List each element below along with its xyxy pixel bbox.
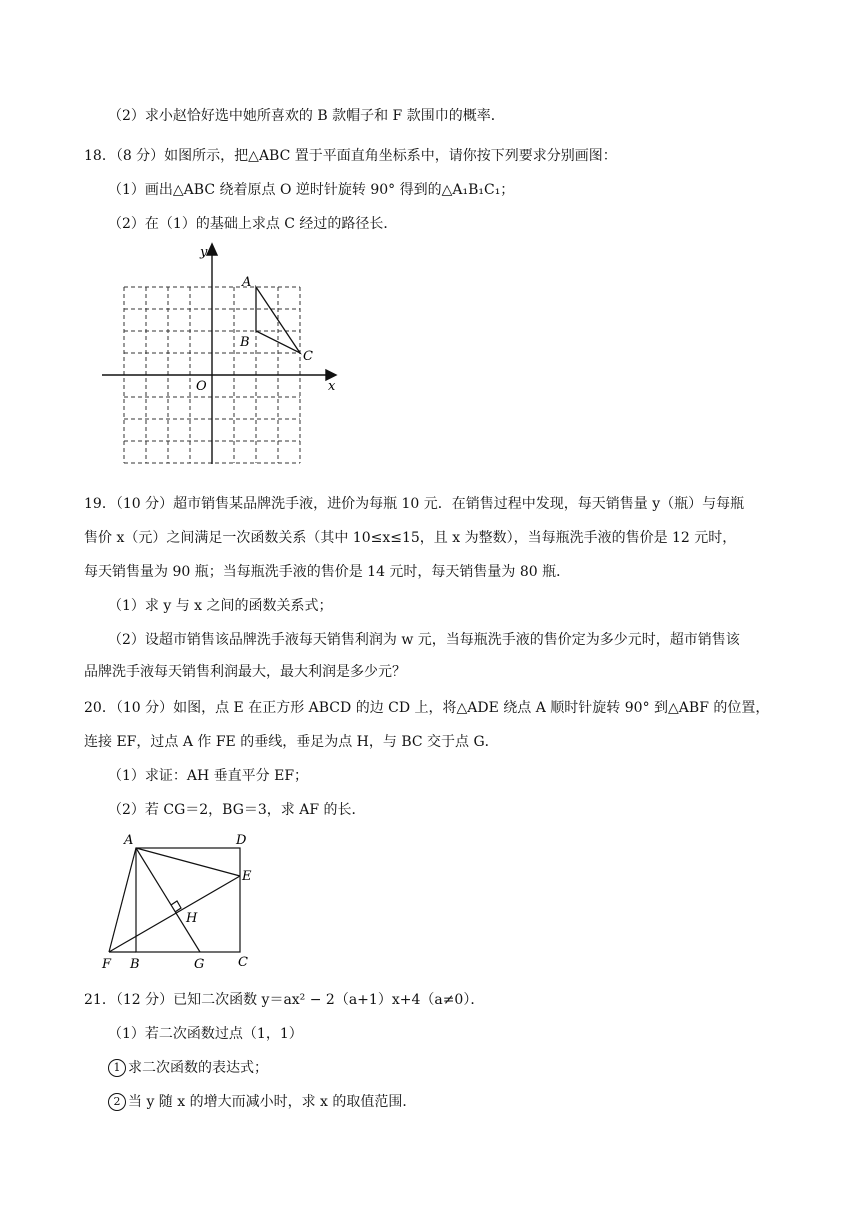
q17-part2: （2）求小赵恰好选中她所喜欢的 B 款帽子和 F 款围巾的概率． [108,108,505,124]
q21-stem: 21．（12 分）已知二次函数 y＝ax² − 2（a+1）x+4（a≠0）． [84,992,485,1008]
point-a-label: A [242,275,252,290]
point-c-label: C [303,349,313,364]
q19-part1: （1）求 y 与 x 之间的函数关系式； [108,598,333,614]
label-d: D [236,833,247,848]
y-axis-arrow [207,244,217,255]
q18-part1: （1）画出△ABC 绕着原点 O 逆时针旋转 90° 得到的△A₁B₁C₁； [108,182,515,198]
label-f: F [102,957,112,972]
q20-part2: （2）若 CG＝2，BG＝3，求 AF 的长． [108,802,366,818]
q21-item1-text: 求二次函数的表达式； [128,1060,268,1076]
q18-coordinate-figure [96,238,346,470]
q20-stem-line1: 20．（10 分）如图，点 E 在正方形 ABCD 的边 CD 上，将△ADE 绕点 A 顺时针旋转 90° 到△ABF 的位置， [84,700,770,716]
q19-part2-line2: 品牌洗手液每天销售利润最大，最大利润是多少元？ [84,664,406,680]
label-h: H [186,911,198,926]
segment-ae [136,848,240,876]
q21-part1-item2 [108,1092,416,1112]
circled-number-1: 1 [108,1059,126,1077]
q20-part1: （1）求证：AH 垂直平分 EF； [108,768,309,784]
q21-item2-text: 当 y 随 x 的增大而减小时，求 x 的取值范围． [128,1094,417,1110]
label-c: C [238,955,248,970]
label-b: B [130,957,140,972]
square-abcd [136,848,240,952]
q21-part1: （1）若二次函数过点（1，1） [108,1026,303,1042]
q19-part2-line1: （2）设超市销售该品牌洗手液每天销售利润为 w 元，当每瓶洗手液的售价定为多少元时，超市销售该 [108,632,740,648]
x-axis-label: x [328,379,336,394]
point-b-label: B [240,335,250,350]
q20-stem-line2: 连接 EF，过点 A 作 FE 的垂线，垂足为点 H，与 BC 交于点 G． [84,734,499,750]
segment-af [109,848,136,952]
q18-stem: 18．（8 分）如图所示，把△ABC 置于平面直角坐标系中，请你按下列要求分别画图： [84,148,617,164]
label-a: A [124,833,134,848]
circled-number-2: 2 [108,1093,126,1111]
label-g: G [194,957,205,972]
y-axis-label: y [200,245,208,260]
q21-part1-item1 [108,1058,268,1078]
q19-stem-line1: 19．（10 分）超市销售某品牌洗手液，进价为每瓶 10 元．在销售过程中发现，每天销售量 y（瓶）与每瓶 [84,496,745,512]
segment-fe [109,876,240,952]
q19-stem-line3: 每天销售量为 90 瓶；当每瓶洗手液的售价是 14 元时，每天销售量为 80 瓶． [84,564,571,580]
q18-part2: （2）在（1）的基础上求点 C 经过的路径长． [108,216,398,232]
q19-stem-line2: 售价 x（元）之间满足一次函数关系（其中 10≤x≤15，且 x 为整数），当每瓶洗手液的售价是 12 元时， [84,530,737,546]
q20-square-figure [96,830,266,975]
origin-label: O [196,379,207,394]
segment-ag [136,848,200,952]
label-e: E [242,869,252,884]
